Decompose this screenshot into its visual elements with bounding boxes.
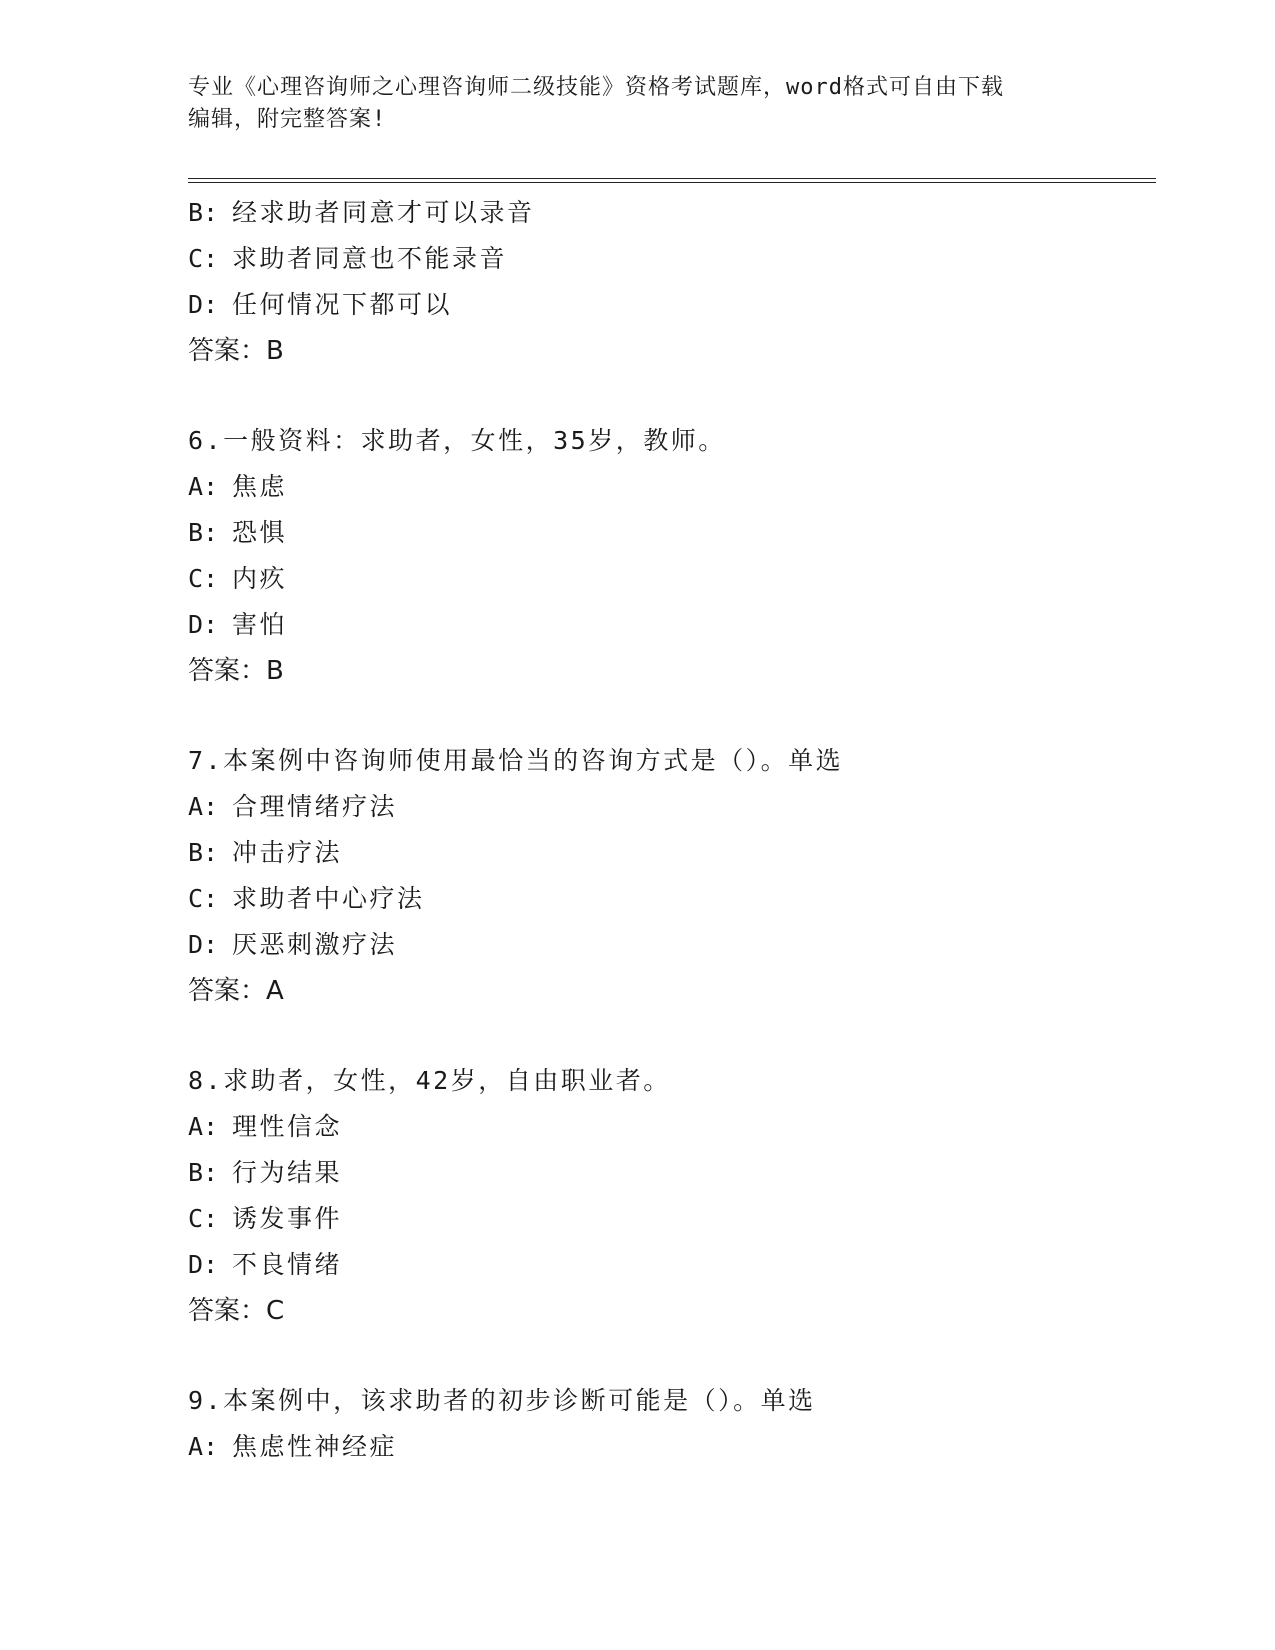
option-line (188, 282, 1156, 328)
option-line (188, 1196, 1156, 1242)
option-text: 求助者同意也不能录音 (232, 244, 508, 273)
question-text: 9.本案例中，该求助者的初步诊断可能是（）。单选 (188, 1386, 816, 1415)
question-text: 7.本案例中咨询师使用最恰当的咨询方式是（）。单选 (188, 746, 844, 775)
option-text: 焦虑 (232, 472, 288, 501)
option-text: 害怕 (232, 610, 288, 639)
option-text: 冲击疗法 (232, 838, 343, 867)
option-key: D: (188, 290, 219, 319)
option-text: 任何情况下都可以 (232, 290, 453, 319)
option-text: 诱发事件 (232, 1204, 343, 1233)
option-text: 合理情绪疗法 (232, 792, 398, 821)
answer-text: 答案：A (188, 976, 284, 1006)
option-text: 不良情绪 (232, 1250, 343, 1279)
option-line (188, 464, 1156, 510)
answer-text: 答案：C (188, 1296, 285, 1326)
header-line-1: 专业《心理咨询师之心理咨询师二级技能》资格考试题库，word格式可自由下载 (188, 75, 1004, 100)
option-line (188, 784, 1156, 830)
option-line (188, 1104, 1156, 1150)
option-text: 焦虑性神经症 (232, 1432, 398, 1461)
header-line-2: 编辑，附完整答案! (188, 107, 387, 132)
option-text: 恐惧 (232, 518, 288, 547)
option-text: 内疚 (232, 564, 288, 593)
option-line (188, 830, 1156, 876)
option-text: 求助者中心疗法 (232, 884, 425, 913)
question-text: 8.求助者，女性，42岁，自由职业者。 (188, 1066, 671, 1095)
option-line (188, 602, 1156, 648)
option-key: B: (188, 1158, 219, 1187)
header-divider-top (188, 178, 1156, 179)
option-key: B: (188, 518, 219, 547)
option-key: D: (188, 610, 219, 639)
option-line (188, 922, 1156, 968)
option-line (188, 556, 1156, 602)
option-key: A: (188, 1432, 219, 1461)
option-key: C: (188, 244, 219, 273)
option-text: 厌恶刺激疗法 (232, 930, 398, 959)
option-key: A: (188, 472, 219, 501)
option-line (188, 876, 1156, 922)
block-spacer (188, 1014, 1156, 1058)
option-line (188, 510, 1156, 556)
option-line (188, 1424, 1156, 1470)
block-spacer (188, 694, 1156, 738)
option-key: D: (188, 930, 219, 959)
question-text: 6.一般资料：求助者，女性，35岁，教师。 (188, 426, 726, 455)
option-line (188, 1150, 1156, 1196)
answer-text: 答案：B (188, 656, 284, 686)
option-line (188, 1242, 1156, 1288)
answer-text: 答案：B (188, 336, 284, 366)
option-key: A: (188, 792, 219, 821)
option-key: C: (188, 884, 219, 913)
document-header (188, 72, 1068, 136)
block-spacer (188, 1334, 1156, 1378)
option-line (188, 190, 1156, 236)
option-key: D: (188, 1250, 219, 1279)
option-key: C: (188, 564, 219, 593)
option-line (188, 236, 1156, 282)
question-list (188, 190, 1156, 1470)
option-text: 行为结果 (232, 1158, 343, 1187)
block-spacer (188, 374, 1156, 418)
header-divider-bottom (188, 182, 1156, 183)
option-key: A: (188, 1112, 219, 1141)
option-text: 理性信念 (232, 1112, 343, 1141)
option-key: B: (188, 838, 219, 867)
option-key: B: (188, 198, 219, 227)
option-text: 经求助者同意才可以录音 (232, 198, 535, 227)
option-key: C: (188, 1204, 219, 1233)
